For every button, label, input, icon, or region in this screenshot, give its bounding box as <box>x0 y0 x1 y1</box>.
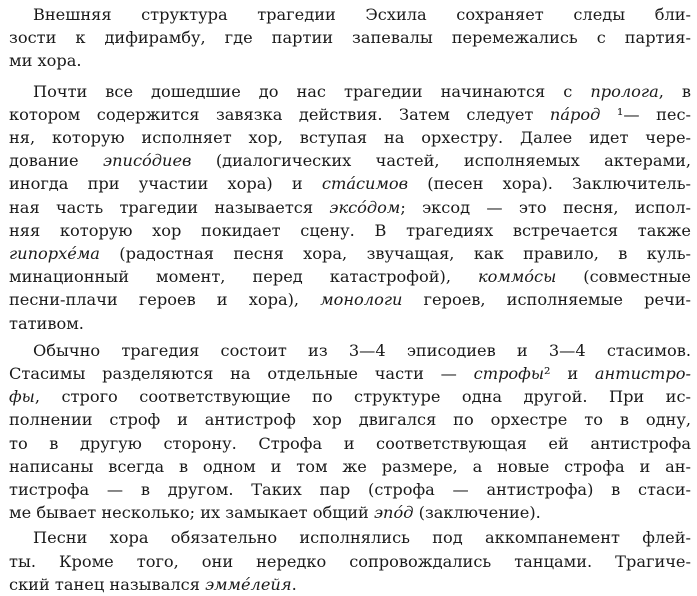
text-run: (заключение). <box>413 503 541 523</box>
text-line <box>9 362 691 385</box>
text-run: ты. Кроме того, они нередко сопровождались танцами. Трагиче- <box>9 551 691 571</box>
italic-term: пролога <box>590 81 659 101</box>
text-line <box>9 432 691 455</box>
text-line <box>9 478 691 501</box>
text-run: котором содержится завязка действия. Затем следует <box>9 104 550 124</box>
text-run: песни-плачи героев и хора), <box>9 290 321 310</box>
text-run: (совместные <box>556 267 691 287</box>
text-line <box>9 26 691 49</box>
italic-term: эпóд <box>373 503 414 523</box>
italic-term: эммéлейя <box>205 574 292 594</box>
paragraph <box>9 339 691 525</box>
text-run: ский танец назывался <box>9 574 206 594</box>
text-run: (диалогических частей, исполняемых актерами, <box>191 151 692 171</box>
text-line <box>9 385 691 408</box>
text-line <box>9 550 691 573</box>
text-run: то в другую сторону. Строфа и соответствующая ей антистрофа <box>9 433 691 453</box>
italic-term: антистро- <box>594 364 691 384</box>
text-line <box>9 408 691 431</box>
text-line <box>9 312 691 335</box>
text-line <box>9 196 691 219</box>
text-run: зости к дифирамбу, где партии запевалы перемежались с партия- <box>9 28 691 48</box>
text-run: Стасимы разделяются на отдельные части — <box>9 364 474 384</box>
text-line <box>9 49 691 72</box>
text-line <box>9 149 691 172</box>
text-run: ² и <box>544 364 595 384</box>
text-run: Песни хора обязательно исполнялись под аккомпанемент флей- <box>33 528 691 548</box>
text-line <box>9 339 691 362</box>
text-body <box>9 3 691 596</box>
text-run: Внешняя структура трагедии Эсхила сохраняет следы бли- <box>33 5 691 24</box>
paragraph <box>9 3 691 73</box>
text-line <box>9 3 691 26</box>
text-run: ми хора. <box>9 51 82 71</box>
italic-term: эписóдиев <box>103 151 192 171</box>
text-run: тативом. <box>9 313 84 333</box>
italic-term: гипорхéма <box>9 244 100 264</box>
text-run: Обычно трагедия состоит из 3—4 эписодиев и 3—4 стасимов. <box>33 340 691 360</box>
text-line <box>9 80 691 103</box>
italic-term: фы <box>9 387 35 407</box>
text-run: (радостная песня хора, звучащая, как правило, в куль- <box>99 244 691 264</box>
italic-term: пápод <box>549 104 601 124</box>
text-line <box>9 455 691 478</box>
text-run: (песен хора). Заключитель- <box>408 174 691 194</box>
italic-term: эксóдом <box>329 197 401 217</box>
text-run: минационный момент, перед катастрофой), <box>9 267 478 287</box>
text-run: ; эксод — это песня, испол- <box>400 197 691 217</box>
text-run: няя которую хор покидает сцену. В трагедиях встречается также <box>9 220 691 240</box>
text-run: ¹— пес- <box>600 104 691 124</box>
text-run: , в <box>658 81 692 101</box>
text-run: иногда при участии хора) и <box>9 174 322 194</box>
text-run: дование <box>9 151 104 171</box>
text-line <box>9 573 691 596</box>
paragraph <box>9 526 691 596</box>
italic-term: стáсимов <box>321 174 409 194</box>
text-line <box>9 219 691 242</box>
text-line <box>9 265 691 288</box>
text-run: героев, исполняемые речи- <box>402 290 692 310</box>
paragraph <box>9 80 691 335</box>
text-run: ная часть трагедии называется <box>9 197 330 217</box>
text-run: Почти все дошедшие до нас трагедии начинаются с <box>33 81 591 101</box>
text-line <box>9 172 691 195</box>
text-run: написаны всегда в одном и том же размере, а новые строфа и ан- <box>9 456 691 476</box>
italic-term: коммóсы <box>478 267 557 287</box>
text-line <box>9 126 691 149</box>
text-run: , строго соответствующие по структуре одна другой. При ис- <box>34 387 691 407</box>
text-run: полнении строф и антистроф хор двигался по орхестре то в одну, <box>9 410 691 430</box>
text-run: тистрофа — в другом. Таких пар (строфа — антистрофа) в стаси- <box>9 480 691 500</box>
text-line <box>9 501 691 524</box>
text-line <box>9 526 691 549</box>
text-run: ня, которую исполняет хор, вступая на орхестру. Далее идет чере- <box>9 128 691 148</box>
italic-term: строфы <box>473 364 545 384</box>
text-line <box>9 242 691 265</box>
text-run: . <box>291 574 297 594</box>
text-run: ме бывает несколько; их замыкает общий <box>9 503 374 523</box>
text-line <box>9 103 691 126</box>
italic-term: монологи <box>320 290 403 310</box>
text-line <box>9 288 691 311</box>
